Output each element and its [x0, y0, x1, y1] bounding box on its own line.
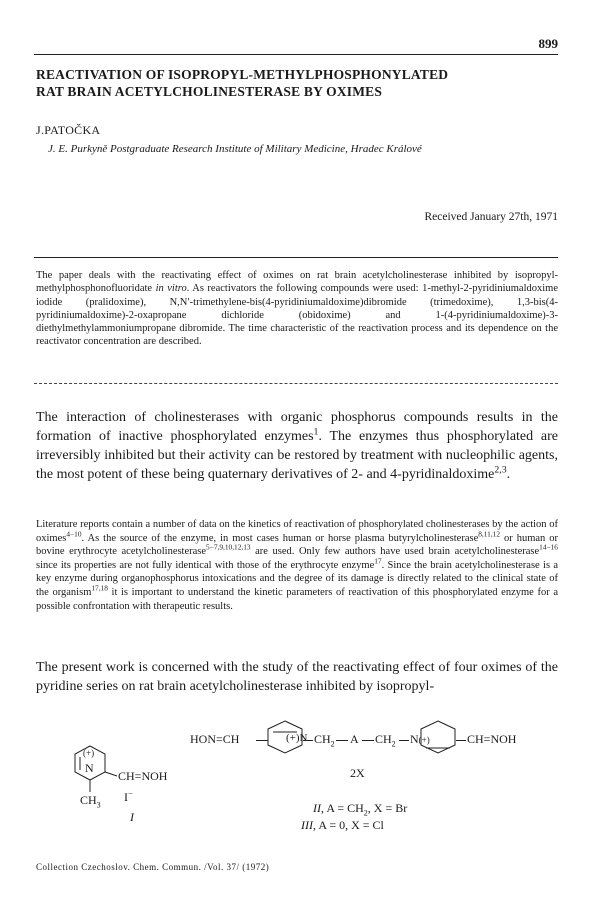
struct-2-bond-c: [336, 740, 348, 741]
page-number: 899: [538, 36, 558, 51]
abstract-italic: in vitro: [155, 283, 187, 295]
title-line-2: RAT BRAIN ACETYLCHOLINESTERASE BY OXIMES: [36, 84, 383, 99]
journal-footer: Collection Czechoslov. Chem. Commun. /Vol. 37/ (1972): [36, 862, 270, 872]
struct-2-counterion: 2X: [350, 766, 365, 780]
affiliation: J. E. Purkyně Postgraduate Research Institute of Military Medicine, Hradec Králové: [48, 143, 422, 155]
author: J.PATOČKA: [36, 123, 101, 137]
intro-text-2: . The enzymes thus phosphorylated are irreversibly inhibited but their activity can be restored by treatment with nucleophilic agents, the most potent of these being quaternary derivatives of 2- and 4-pyridinaldoxime: [36, 429, 558, 482]
citation: 2,3: [494, 464, 507, 476]
ring-1-substituent-bond: [105, 772, 117, 776]
citation: 17: [374, 556, 382, 566]
citation: 1: [313, 426, 319, 438]
lit-text-2: . As the source of the enzyme, in most cases human or horse plasma butyrylcholinesterase: [81, 532, 479, 544]
struct-1-counterion: I−: [124, 789, 133, 804]
abstract-text-2: . As reactivators the following compounds were used: 1-methyl-2-pyridiniumaldoxime iodide (pralidoxime), N,N′-trimethylene-bis(4-pyridiniumaldoxime)dibromide (trimedoxime), 1,3-bis(4-pyridiniumaldoxime)-2-oxapropane dichloride (obidoxime) and 1-(4-pyridiniumaldoxime)-3-diethylmethylammoniumpropane dibromide. The time characteristic of the reactivation process and its dependence on the reactivator concentration are described.: [36, 283, 558, 348]
struct-2-bond-a: [256, 740, 268, 741]
struct-2-methylene-1: $CH_2$: [314, 732, 335, 749]
paragraph-present-work: The present work is concerned with the study of the reactivating effect of four oximes of the pyridine series on rat brain acetylcholinesterase inhibited by isopropyl-: [36, 660, 558, 694]
struct-2-bond-e: [399, 740, 409, 741]
citation: 8,11,12: [478, 529, 501, 539]
struct-2-bond-f: [456, 740, 466, 741]
lit-text-4: are used. Only few authors have used brain acetylcholinesterase: [250, 546, 540, 558]
lit-text-1: Literature reports contain a number of data on the kinetics of reactivation of phosphorylated cholinesterases by the action of oximes: [36, 519, 558, 544]
lit-text-7: it is important to understand the kinetic parameters of reactivation of this phosphorylated enzyme for a possible confrontation with therapeutic results.: [36, 586, 558, 612]
struct-2-bond-b: [303, 740, 313, 741]
struct-2-nitrogen-2: N(+): [410, 732, 430, 746]
struct-1-charge: (+): [83, 748, 95, 758]
citation: 17,18: [91, 583, 108, 593]
struct-1-methyl: $CH_3$: [80, 793, 101, 810]
struct-2-methylene-2: $CH_2$: [375, 732, 396, 749]
intro-text-3: .: [506, 467, 511, 482]
received-date: Received January 27th, 1971: [424, 211, 558, 223]
struct-3-legend: III, A = 0, X = Cl: [301, 818, 384, 832]
lit-text-3: or human or bovine erythrocyte acetylcholinesterase: [36, 532, 558, 558]
struct-1-nitrogen: N: [85, 761, 94, 775]
abstract-text-1: The paper deals with the reactivating effect of oximes on rat brain acetylcholinesterase inhibited by isopropyl-methylphosphonofluoridate: [36, 270, 558, 295]
intro-text-1: The interaction of cholinesterases with organic phosphorus compounds results in the formation of inactive phosphorylated enzymes: [36, 410, 558, 444]
struct-2-a: A: [350, 732, 359, 746]
lit-text-6: . Since the brain acetylcholinesterase is a key enzyme during organophosphorus intoxications and the degree of its damage is directly related to the clinical state of the organism: [36, 559, 558, 598]
title-line-1: REACTIVATION OF ISOPROPYL-METHYLPHOSPHONYLATED: [36, 67, 449, 82]
citation: 14−16: [539, 542, 558, 552]
struct-2-legend: II, $A = CH_2$, X = Br: [313, 801, 408, 818]
struct-2-left-oxime: HON=CH: [190, 732, 240, 746]
struct-2-nitrogen-1: (+)N: [286, 732, 308, 744]
citation: 4−10: [66, 529, 82, 539]
struct-1-label: I: [130, 810, 134, 824]
lit-text-5: since its properties are not fully identical with those of the erythrocyte enzyme: [36, 559, 375, 571]
struct-2-bond-d: [362, 740, 374, 741]
struct-2-right-oxime: CH=NOH: [467, 732, 517, 746]
citation: 5−7,9,10,12,13: [206, 542, 251, 552]
struct-1-oxime: CH=NOH: [118, 769, 168, 783]
